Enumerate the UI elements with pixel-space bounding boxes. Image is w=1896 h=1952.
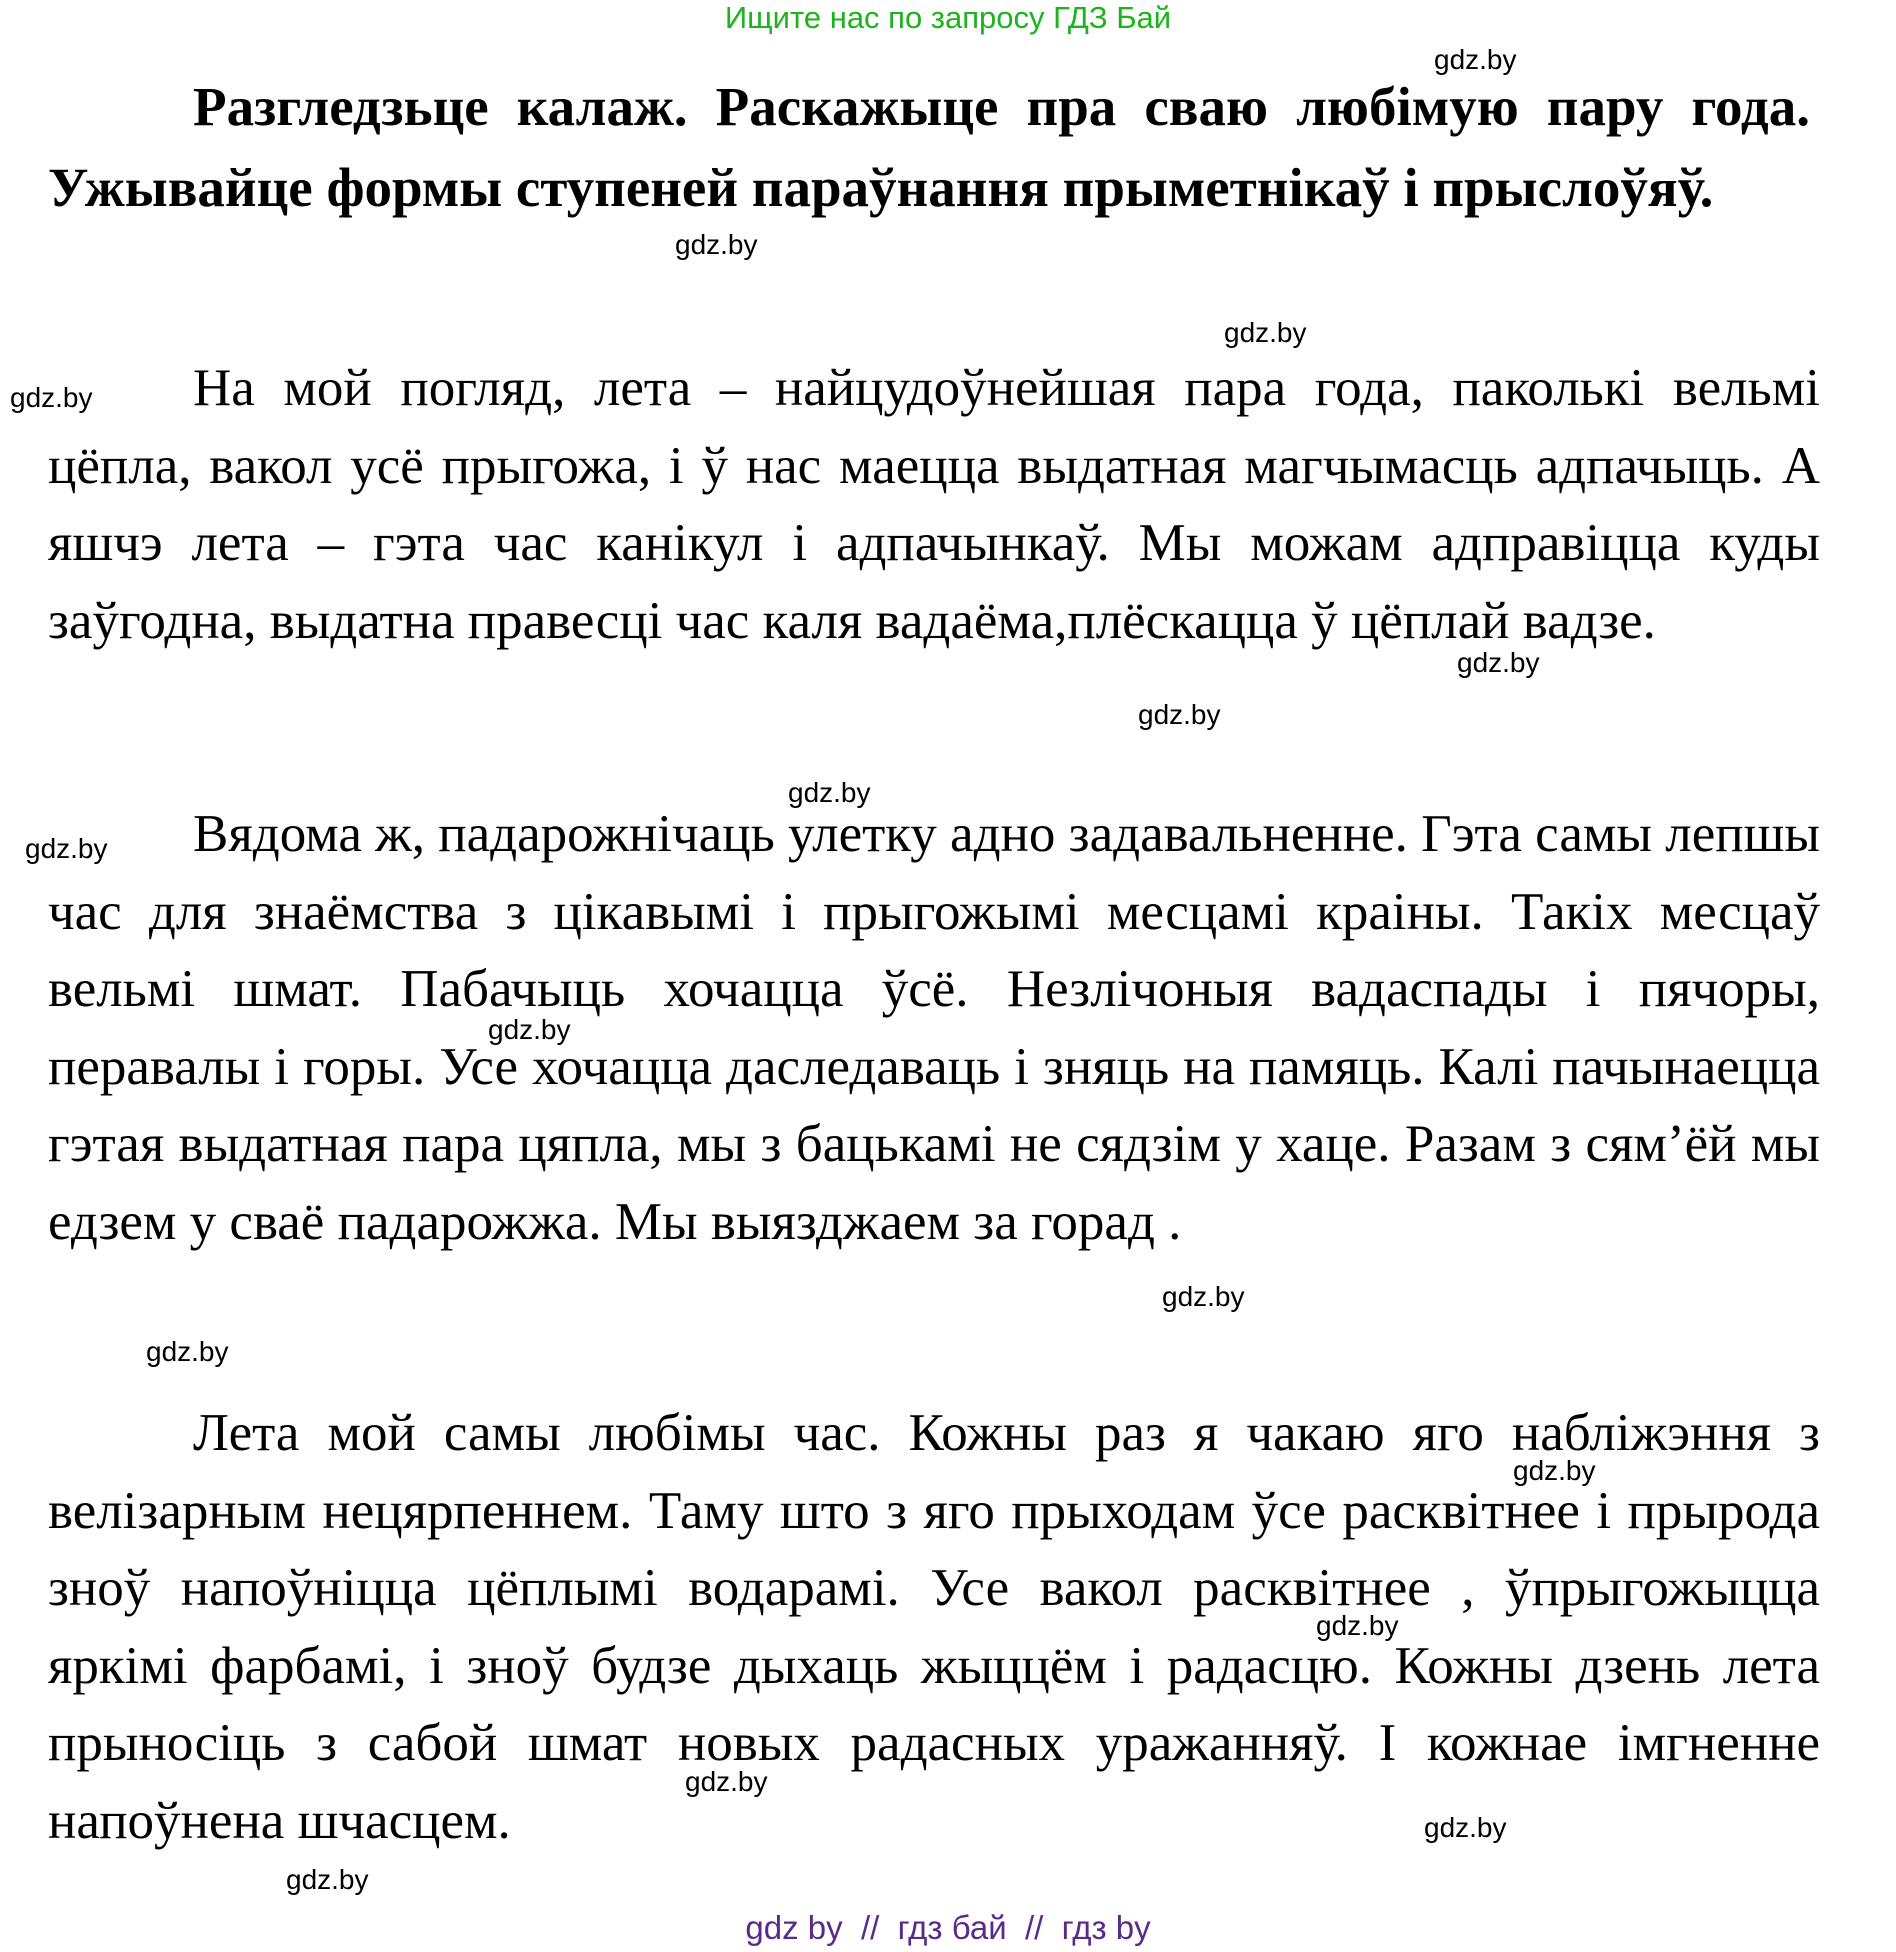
watermark: gdz.by [488, 1014, 571, 1045]
paragraph-3: Лета мой самы любімы час. Кожны раз я чакаю яго набліжэння з велізарным нецярпеннем. Таму што з яго прыходам ўсе расквітнее і прырода зноў напоўніцца цёплымі водарамі. Усе вакол расквітнее , ўпрыгожыцца яркімі фарбамі, і зноў будзе дыхаць жыццём і радасцю. Кожны дзень лета прыносіць з сабой шмат новых радасных уражанняў. І кожнае імгненне напоўнена шчасцем. [48, 1404, 1820, 1850]
watermark: gdz.by [1316, 1610, 1399, 1641]
watermark: gdz.by [1138, 699, 1221, 730]
paragraph-1: На мой погляд, лета – найцудоўнейшая пара года, паколькі вельмі цёпла, вакол усё прыгожа, і ў нас маецца выдатная магчымасць адпачыць. А яшчэ лета – гэта час канікул і адпачынкаў. Мы можам адправіцца куды заўгодна, выдатна правесці час каля вадаёма,плёскацца ў цёплай вадзе. [48, 359, 1820, 650]
task-heading: Разгледзьце калаж. Раскажыце пра сваю любімую пару года. Ужывайце формы ступеней параўнання прыметнікаў і прыслоўяў. [48, 76, 1810, 218]
watermark: gdz.by [1224, 317, 1307, 348]
watermark: gdz.by [1513, 1455, 1596, 1486]
search-banner: Ищите нас по запросу ГДЗ Бай [724, 0, 1172, 35]
watermark: gdz.by [1434, 44, 1517, 75]
watermark: gdz.by [788, 777, 871, 808]
footer-links: gdz by // гдз бай // гдз by [745, 1909, 1151, 1946]
watermark: gdz.by [675, 229, 758, 260]
paragraph-2: Вядома ж, падарожнічаць улетку адно задавальненне. Гэта самы лепшы час для знаёмства з цікавымі і прыгожымі месцамі краіны. Такіх месцаў вельмі шмат. Пабачыць хочацца ўсё. Незлічоныя вадаспады і пячоры, перавалы і горы. Усе хочацца даследаваць і зняць на памяць. Калі пачынаецца гэтая выдатная пара цяпла, мы з бацькамі не сядзім у хаце. Разам з сям’ёй мы едзем у сваё падарожжа. Мы выязджаем за горад . [48, 805, 1820, 1251]
watermark: gdz.by [10, 382, 93, 413]
watermark: gdz.by [1457, 647, 1540, 678]
watermark: gdz.by [1424, 1812, 1507, 1843]
watermark: gdz.by [685, 1766, 768, 1797]
watermark: gdz.by [25, 833, 108, 864]
watermark: gdz.by [1162, 1281, 1245, 1312]
watermark: gdz.by [146, 1336, 229, 1367]
watermark: gdz.by [286, 1864, 369, 1895]
